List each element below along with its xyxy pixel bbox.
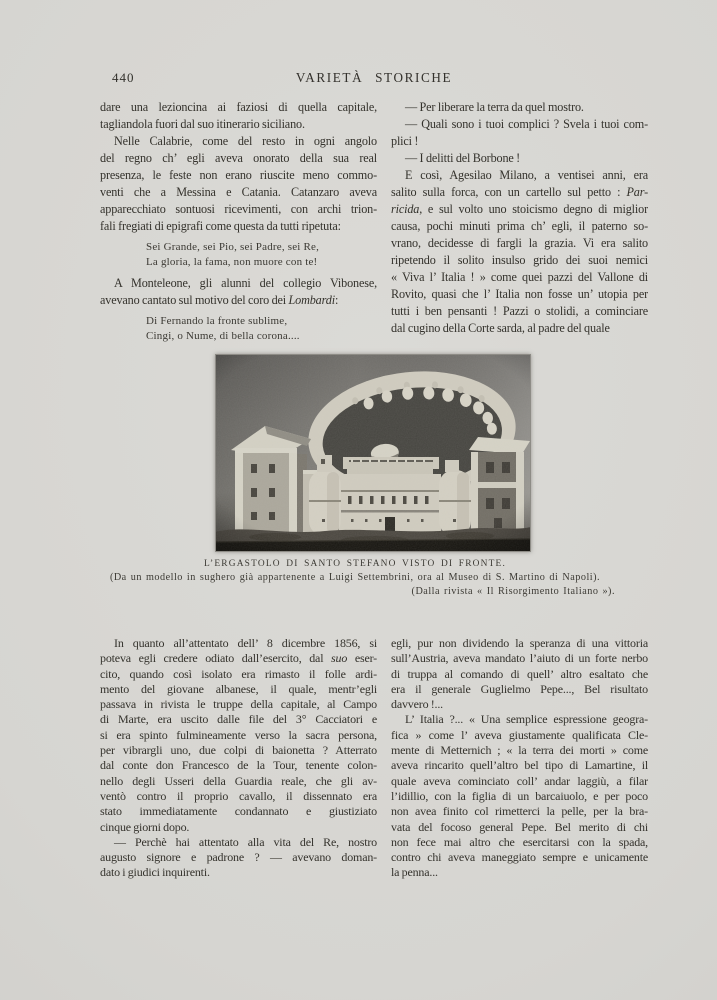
- text-line: passava in rivista le truppe della capitale, al Campo: [100, 697, 377, 712]
- text-line: augusto signore e padrone ? — avevano doman-: [100, 850, 377, 865]
- text-line: ripetendo il solito insulso grido dei suoi nemici: [391, 253, 648, 267]
- text-line: L’ Italia ?... « Una semplice espressione geogra-: [405, 712, 648, 727]
- text-line: stato immediatamente condannato e giustiziato: [100, 804, 377, 819]
- text-line: di Marte, era uscito dalle file del 3° Cacciatori e: [100, 712, 377, 727]
- upper-left-column: [100, 99, 377, 344]
- page-number: 440: [112, 70, 135, 85]
- text-line: fali fregiati di epigrafi come questa da tutti ripetuta:: [100, 219, 341, 233]
- text-line: mente di Metternich ; « la terra dei morti » come: [391, 743, 648, 758]
- text-line: non avea finito col rimetterci la pelle, per la bra-: [391, 804, 648, 819]
- text-line: vata del focoso general Pepe. Bel merito di chi: [391, 819, 648, 834]
- text-line: dal conte don Francesco de la Tour, tenente colon-: [100, 758, 377, 773]
- text-line: sull’Austria, aveva mandato l’aiuto di un forte nerbo: [391, 651, 648, 666]
- text-line: dal cugino della Corte sarda, al padre del quale: [391, 321, 610, 335]
- text-line: quale aveva cominciato coll’ andar laggiù, a filar: [391, 773, 648, 788]
- text-line: la penna...: [391, 865, 438, 880]
- upper-right-column: [391, 99, 648, 344]
- text-line: Di Fernando la fronte sublime,: [146, 315, 288, 327]
- text-line: dare una lezioncina ai faziosi di quella capitale,: [100, 100, 377, 114]
- text-line: Rovito, quasi che l’ Italia non fosse un’ utopia per: [391, 287, 648, 301]
- text-line: — Perchè hai attentato alla vita del Re, nostro: [114, 834, 377, 849]
- figure-caption-source: (Da un modello in sughero già appartenente a Luigi Settembrini, ora al Museo di S. Martino di Napoli).: [109, 572, 601, 583]
- text-line: tutti i ben pensanti ! Pazzi o stolidi, a cominciare: [391, 304, 648, 318]
- text-line: ricida, e sul volto uno stoicismo degno di miglior: [391, 202, 648, 216]
- text-line: poteva egli credere odiato dall’esercito, dal suo eser-: [100, 651, 377, 666]
- text-line: cito, quando così isolato era rimasto il folle ardi-: [100, 666, 377, 681]
- text-line: apparecchiato sontuosi ricevimenti, con archi trion-: [100, 202, 377, 216]
- text-line: cinque giorni dopo.: [100, 819, 190, 834]
- text-line: per vibrargli uno, due colpi di baionetta ? Atterrato: [100, 743, 377, 758]
- text-line: di truppa al comando di quell’ altro esaltato che: [391, 666, 648, 681]
- text-line: l’idillio, con la figlia di un barcaiuolo, e per poco: [391, 788, 648, 803]
- text-line: « Viva l’ Italia ! » come quei pazzi del Vallone di: [391, 270, 648, 284]
- text-line: aveva rincarito quell’altro bel tipo di Lamartine, il: [391, 758, 648, 773]
- text-line: venti che a Messina e Catania. Catanzaro aveva: [100, 185, 377, 199]
- upper-text-columns: [100, 99, 648, 344]
- figure-caption-title: L’ERGASTOLO DI SANTO STEFANO VISTO DI FRONTE.: [203, 559, 507, 569]
- text-line: del regno ch’ egli aveva onorato della sua real: [100, 151, 377, 165]
- text-line: contro chi aveva maneggiato sempre e unicamente: [391, 850, 648, 865]
- text-line: La gloria, la fama, non muore con te!: [146, 256, 318, 268]
- lower-right-column: [391, 636, 648, 881]
- text-line: tagliandola fuori dal suo itinerario siciliano.: [100, 117, 305, 131]
- figure-caption-journal: (Dalla rivista « Il Risorgimento Italiano »).: [411, 585, 615, 597]
- photo-vignette: [215, 354, 531, 552]
- text-line: Cingi, o Nume, di bella corona....: [146, 330, 300, 342]
- text-line: egli, pur non dividendo la speranza di una vittoria: [391, 636, 648, 650]
- text-line: A Monteleone, gli alunni del collegio Vibonese,: [114, 276, 377, 290]
- text-line: non fece mai altro che esercitarsi con la spada,: [391, 834, 648, 849]
- lower-text-columns: [100, 636, 648, 881]
- text-line: Sei Grande, sei Pio, sei Padre, sei Re,: [146, 241, 320, 253]
- text-line: — I delitti del Borbone !: [405, 151, 521, 165]
- text-line: salito sulla forca, con un cartello sul petto : Par-: [391, 185, 648, 199]
- text-line: era il generale Guglielmo Pepe..., Bel risultato: [391, 681, 648, 696]
- text-line: nello degli Usseri della Guardia reale, che gli av-: [100, 773, 377, 788]
- text-line: avevano cantato sul motivo del coro dei Lombardi:: [100, 293, 339, 307]
- lower-left-column: [100, 636, 377, 881]
- running-title: VARIETÀ STORICHE: [295, 70, 453, 85]
- text-line: davvero !...: [391, 697, 443, 712]
- text-line: — Per liberare la terra da quel mostro.: [405, 100, 584, 114]
- text-line: vrano, decidesse di fargli la grazia. Vi era salito: [391, 236, 648, 250]
- text-line: dato i giudici inquirenti.: [100, 865, 210, 880]
- text-line: si era spinto fulmineamente verso la sacra persona,: [100, 727, 377, 742]
- text-line: In quanto all’attentato dell’ 8 dicembre 1856, si: [114, 636, 377, 650]
- prison-model-illustration: [215, 354, 531, 552]
- text-line: mento del giovane albanese, il quale, mentr’egli: [100, 681, 377, 696]
- text-line: Nelle Calabrie, come del resto in ogni angolo: [114, 134, 377, 148]
- text-line: E così, Agesilao Milano, a ventisei anni, era: [405, 168, 648, 182]
- text-line: causa, pochi minuti prima ch’ egli, il paterno so-: [391, 219, 648, 233]
- prison-model-photo: [215, 354, 531, 552]
- text-line: presenza, le feste non erano riuscite meno commo-: [100, 168, 377, 182]
- text-line: — Quali sono i tuoi complici ? Svela i tuoi com-: [405, 117, 648, 131]
- figure-caption: [95, 558, 615, 598]
- text-line: plici !: [391, 134, 419, 148]
- text-line: fica » come l’ aveva giustamente qualificata Cle-: [391, 727, 648, 742]
- running-head: [100, 70, 648, 88]
- text-line: ventò contro il proprio cavallo, il dissennato era: [100, 788, 377, 803]
